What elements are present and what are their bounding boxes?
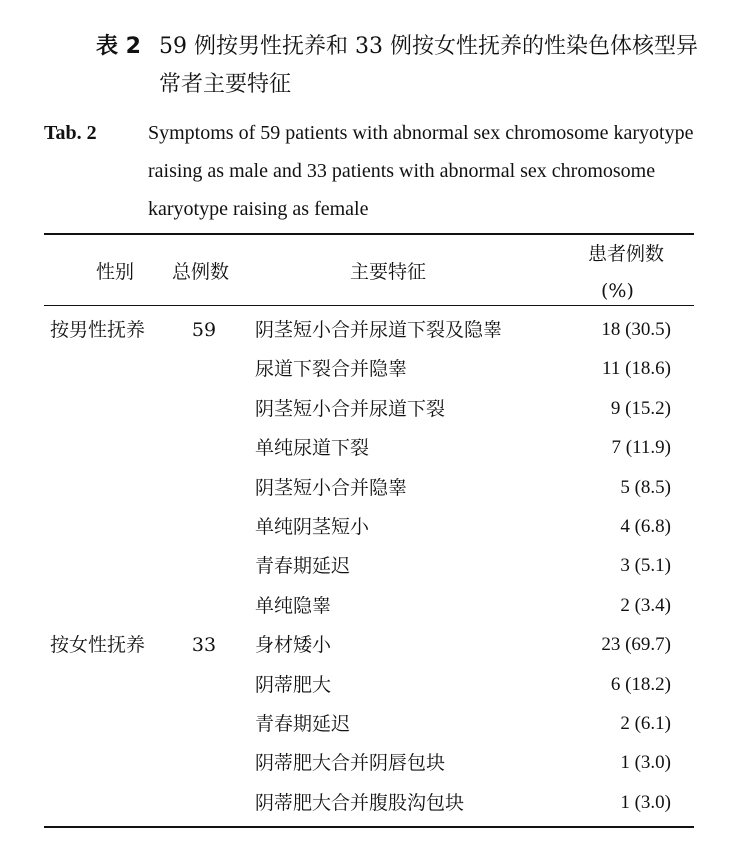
cell-feature: 单纯尿道下裂 xyxy=(255,437,370,460)
table-row xyxy=(0,515,747,553)
table-top-rule xyxy=(44,233,694,235)
cell-feature: 阴茎短小合并隐睾 xyxy=(255,476,408,499)
cell-count: 9 (15.2) xyxy=(610,397,671,419)
table-header-rule xyxy=(44,305,694,306)
cell-feature: 阴蒂肥大合并腹股沟包块 xyxy=(255,791,465,814)
cell-feature: 尿道下裂合并隐睾 xyxy=(255,358,408,381)
table-row xyxy=(0,476,747,514)
table-label-english: Tab. 2 xyxy=(44,122,97,144)
column-header-features: 主要特征 xyxy=(350,261,427,283)
cell-feature: 青春期延迟 xyxy=(255,713,351,735)
cell-gender: 按女性抚养 xyxy=(50,634,146,657)
table-label-chinese: 表 2 xyxy=(96,34,141,59)
table-row xyxy=(0,751,747,789)
cell-feature: 身材矮小 xyxy=(255,634,332,657)
cell-count: 2 (6.1) xyxy=(620,713,671,734)
cell-count: 5 (8.5) xyxy=(620,476,671,498)
cell-feature: 单纯阴茎短小 xyxy=(255,516,370,538)
table-row xyxy=(0,791,747,829)
cell-count: 2 (3.4) xyxy=(620,594,671,616)
cell-count: 11 (18.6) xyxy=(602,358,671,380)
table-row xyxy=(0,673,747,711)
table-row xyxy=(0,318,747,356)
cell-count: 6 (18.2) xyxy=(610,673,671,695)
cell-count: 4 (6.8) xyxy=(620,516,671,537)
cell-feature: 阴蒂肥大合并阴唇包块 xyxy=(255,752,446,775)
cell-count: 18 (30.5) xyxy=(601,319,671,340)
cell-feature: 阴茎短小合并尿道下裂 xyxy=(255,397,446,420)
cell-count: 7 (11.9) xyxy=(611,437,671,459)
cell-feature: 阴蒂肥大 xyxy=(255,673,332,696)
table-row xyxy=(0,554,747,592)
column-header-percent: (%) xyxy=(601,280,634,302)
cell-count: 23 (69.7) xyxy=(601,634,671,656)
cell-feature: 单纯隐睾 xyxy=(255,594,332,617)
table-title-english: Symptoms of 59 patients with abnormal sex chromosome karyotype raising as male and 33 patients with abnormal sex chromosome karyotype raising as female xyxy=(148,122,694,220)
table-row xyxy=(0,357,747,395)
table-row xyxy=(0,633,747,671)
table-title-chinese: 59 例按男性抚养和 33 例按女性抚养的性染色体核型异常者主要特征 xyxy=(159,34,698,97)
table-row xyxy=(0,436,747,474)
column-header-total: 总例数 xyxy=(172,261,230,283)
column-header-gender: 性别 xyxy=(96,261,135,283)
cell-count: 3 (5.1) xyxy=(620,555,671,577)
table-row xyxy=(0,397,747,435)
cell-feature: 青春期延迟 xyxy=(255,555,351,578)
column-header-count: 患者例数 xyxy=(588,243,665,265)
cell-count: 1 (3.0) xyxy=(620,791,671,813)
cell-total: 33 xyxy=(191,634,217,657)
cell-feature: 阴茎短小合并尿道下裂及隐睾 xyxy=(255,319,503,341)
cell-count: 1 (3.0) xyxy=(620,752,671,774)
cell-gender: 按男性抚养 xyxy=(50,319,146,341)
table-row xyxy=(0,712,747,750)
table-row xyxy=(0,594,747,632)
cell-total: 59 xyxy=(191,319,217,341)
